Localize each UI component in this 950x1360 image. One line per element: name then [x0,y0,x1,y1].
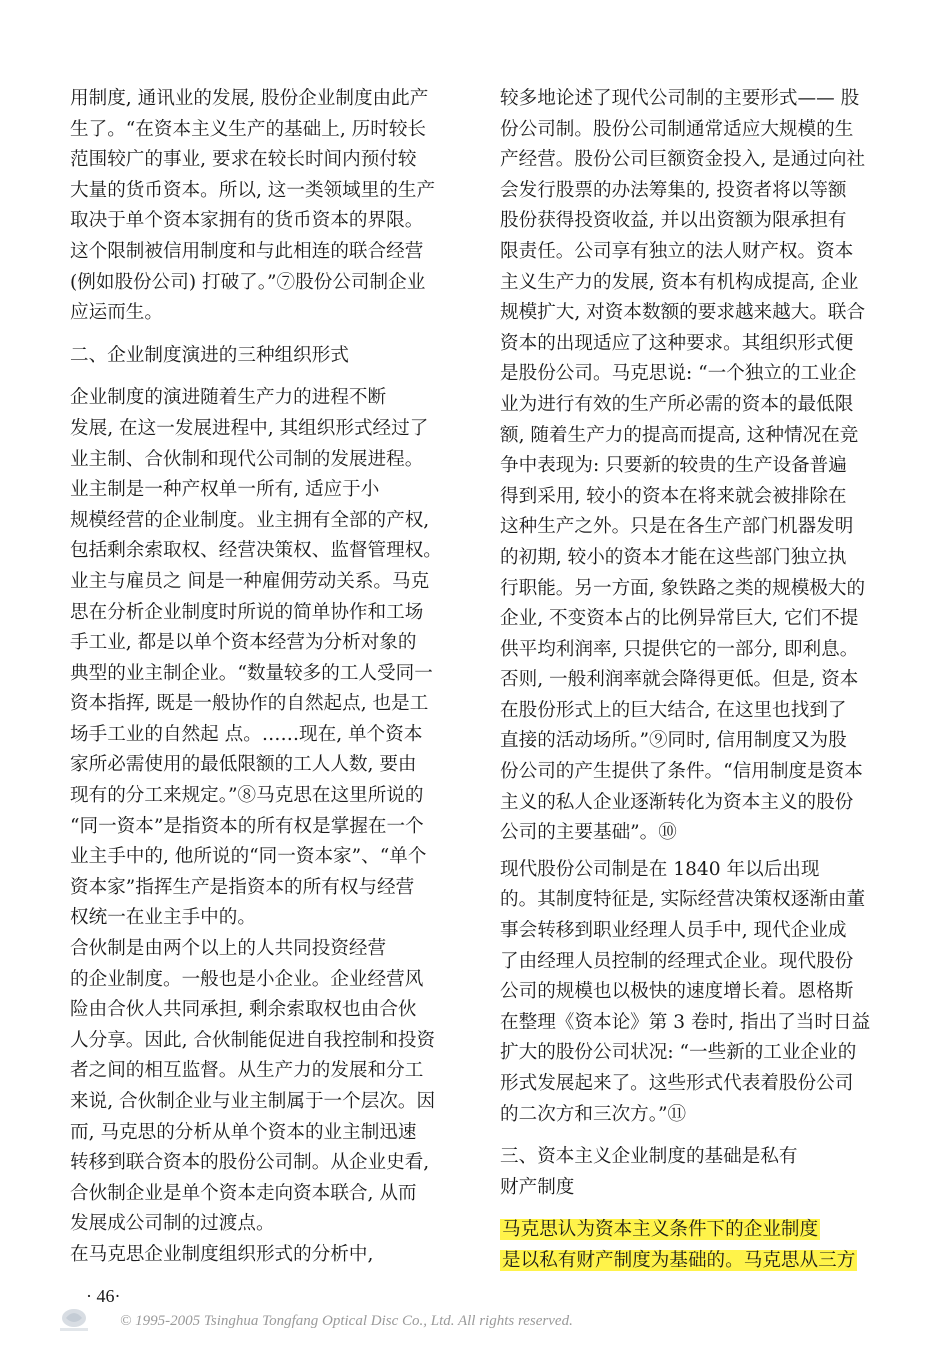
text-line: 资本的出现适应了这种要求。其组织形式便 [500,332,854,354]
cnki-logo-icon [54,1304,94,1334]
text-line: 得到采用, 较小的资本在将来就会被排除在 [500,485,847,507]
text-line: 用制度, 通讯业的发展, 股份企业制度由此产 [70,88,429,109]
text-line: 供平均利润率, 只提供它的一部分, 即利息。 [500,638,859,660]
left-column [70,84,462,1271]
text-line [500,1246,892,1277]
text-line: 较多地论述了现代公司制的主要形式—— 股 [500,88,860,109]
text-line: 而, 马克思的分析从单个资本的业主制迅速 [70,1121,417,1143]
text-line: 争中表现为: 只要新的较贵的生产设备普遍 [500,455,847,477]
text-line: 份公司的产生提供了条件。“信用制度是资本 [500,761,863,783]
text-line: 规模经营的企业制度。业主拥有全部的产权, [70,509,430,531]
text-line: 生了。“在资本主义生产的基础上, 历时较长 [70,118,427,140]
paragraph-gap [500,1203,892,1215]
text-line: 股份获得投资收益, 并以出资额为限承担有 [500,210,847,232]
text-line: 否则, 一般利润率就会降得更低。但是, 资本 [500,669,859,691]
page-number: · 46· [86,1286,121,1306]
text-line: 家所必需使用的最低限额的工人人数, 要由 [70,754,417,776]
text-line: 险由合伙人共同承担, 剩余索取权也由合伙 [70,999,417,1021]
text-line: 典型的业主制企业。“数量较多的工人受同一 [70,662,433,684]
text-line: “同一资本”是指资本的所有权是掌握在一个 [70,815,424,837]
text-line: 现有的分工来规定。”⑧马克思在这里所说的 [70,785,424,807]
text-line: 形式发展起来了。这些形式代表着股份公司 [500,1073,854,1094]
text-line: 转移到联合资本的股份公司制。从企业史看, [70,1152,430,1174]
text-line: 这个限制被信用制度和与此相连的联合经营 [70,240,424,262]
text-line: 者之间的相互监督。从生产力的发展和分工 [70,1060,424,1082]
text-line: 企业, 不变资本占的比例异常巨大, 它们不提 [500,608,859,630]
text-line: 二、企业制度演进的三种组织形式 [70,344,349,366]
text-line: 这种生产之外。只是在各生产部门机器发明 [500,516,854,538]
text-line: 手工业, 都是以单个资本经营为分析对象的 [70,632,417,654]
text-line: 业主制是一种产权单一所有, 适应于小 [70,479,380,501]
text-line: 在马克思企业制度组织形式的分析中, [70,1243,374,1265]
text-line: 在股份形式上的巨大结合, 在这里也找到了 [500,699,847,721]
text-line: 发展成公司制的过渡点。 [70,1213,275,1235]
text-line: 主义生产力的发展, 资本有机构成提高, 企业 [500,271,859,293]
text-line: 在整理《资本论》第 3 卷时, 指出了当时日益 [500,1011,871,1033]
right-column [500,84,892,1277]
text-line: 业为进行有效的生产所必需的资本的最低限 [500,393,854,415]
highlighted-text: 是以私有财产制度为基础的。马克思从三方 [502,1249,856,1271]
text-line: 发展, 在这一发展进程中, 其组织形式经过了 [70,417,429,439]
text-line: 了由经理人员控制的经理式企业。现代股份 [500,950,854,972]
text-line: (例如股份公司) 打破了。”⑦股份公司制企业 [70,271,426,293]
text-line: 来说, 合伙制企业与业主制属于一个层次。因 [70,1091,436,1112]
paragraph-gap [70,329,462,341]
text-line: 扩大的股份公司状况: “一些新的工业企业的 [500,1042,857,1064]
text-line: 合伙制企业是单个资本走向资本联合, 从而 [70,1182,417,1204]
text-line: 思在分析企业制度时所说的简单协作和工场 [70,601,424,623]
text-line: 现代股份公司制是在 1840 年以后出现 [500,858,820,880]
text-line: 业主手中的, 他所说的“同一资本家”、“单个 [70,846,427,868]
text-line: 企业制度的演进随着生产力的进程不断 [70,387,387,409]
text-line: 包括剩余索取权、经营决策权、监督管理权。 [70,540,442,562]
text-line: 事会转移到职业经理人员手中, 现代企业成 [500,920,847,942]
text-line: 场手工业的自然起 点。……现在, 单个资本 [70,723,423,745]
text-line: 行职能。另一方面, 象铁路之类的规模极大的 [500,577,866,599]
text-line: 权统一在业主手中的。 [70,907,256,929]
text-line: 财产制度 [500,1176,575,1198]
text-line: 三、资本主义企业制度的基础是私有 [500,1146,798,1168]
text-line: 范围较广的事业, 要求在较长时间内预付较 [70,149,417,171]
text-line: 取决于单个资本家拥有的货币资本的界限。 [70,210,424,232]
text-line: 的初期, 较小的资本才能在这些部门独立执 [500,546,847,568]
highlighted-text: 马克思认为资本主义条件下的企业制度 [502,1219,819,1241]
paragraph-gap [500,1130,892,1142]
text-line: 公司的规模也以极快的速度增长着。恩格斯 [500,981,854,1003]
text-line: 份公司制。股份公司制通常适应大规模的生 [500,118,854,140]
text-line: 主义的私人企业逐渐转化为资本主义的股份 [500,791,854,813]
text-line: 的企业制度。一般也是小企业。企业经营风 [70,968,424,990]
paragraph-gap [70,371,462,383]
text-line: 资本指挥, 既是一般协作的自然起点, 也是工 [70,693,429,715]
text-line: 资本家”指挥生产是指资本的所有权与经营 [70,876,415,898]
copyright-notice: © 1995-2005 Tsinghua Tongfang Optical Disc Co., Ltd. All rights reserved. [120,1313,573,1329]
text-line: 额, 随着生产力的提高而提高, 这种情况在竞 [500,424,859,446]
text-line: 产经营。股份公司巨额资金投入, 是通过向社 [500,149,866,171]
text-line: 直接的活动场所。”⑨同时, 信用制度又为股 [500,730,847,752]
text-line: 公司的主要基础”。⑩ [500,822,677,844]
text-line: 人分享。因此, 合伙制能促进自我控制和投资 [70,1029,436,1051]
text-line: 限责任。公司享有独立的法人财产权。资本 [500,240,854,262]
text-line: 会发行股票的办法筹集的, 投资者将以等额 [500,179,847,201]
text-line [500,1215,892,1246]
text-line: 业主与雇员之 间是一种雇佣劳动关系。马克 [70,570,430,592]
text-line: 规模扩大, 对资本数额的要求越来越大。联合 [500,302,866,324]
text-line: 合伙制是由两个以上的人共同投资经营 [70,938,387,960]
text-line: 业主制、合伙制和现代公司制的发展进程。 [70,448,424,470]
text-line: 应运而生。 [70,302,163,324]
text-line: 的二次方和三次方。”⑪ [500,1103,687,1125]
text-line: 的。其制度特征是, 实际经营决策权逐渐由董 [500,889,866,911]
text-line: 是股份公司。马克思说: “一个独立的工业企 [500,363,857,385]
text-line: 大量的货币资本。所以, 这一类领域里的生产 [70,179,436,201]
